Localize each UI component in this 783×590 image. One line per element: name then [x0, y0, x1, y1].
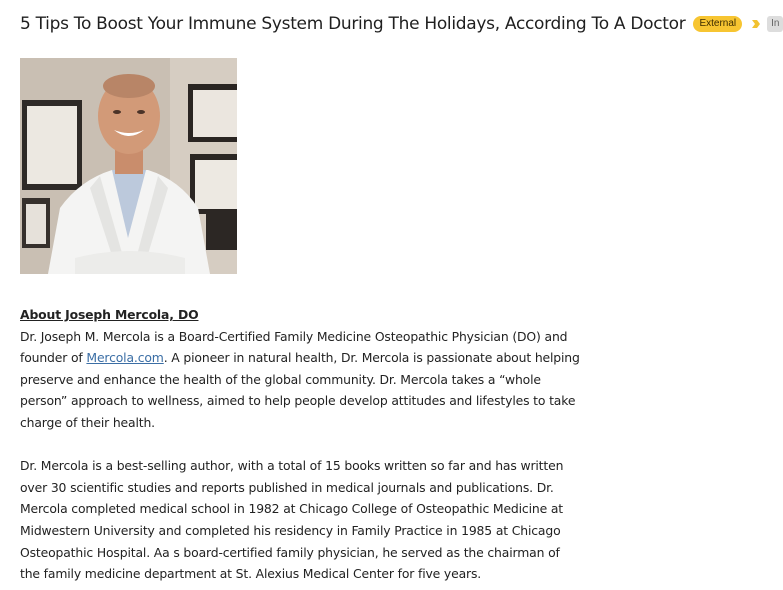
importance-marker-icon[interactable]: [751, 19, 761, 29]
mercola-link[interactable]: Mercola.com: [86, 350, 164, 366]
author-bio: [20, 304, 580, 585]
email-subject-row: [20, 11, 780, 37]
inbox-label[interactable]: In: [767, 16, 783, 32]
bio-paragraph-2: Dr. Mercola is a best-selling author, with a total of 15 books written so far and has written over 30 scientific studies and reports published in medical journals and publications. Dr. Mercola completed medical school in 1982 at Chicago College of Osteopathic Medicine at Midwestern University and completed his residency in Family Practice in 1985 at Chicago Osteopathic Hospital. Aa s board-certified family physician, he served as the chairman of the family medicine department at St. Alexius Medical Center for five years.: [20, 458, 564, 582]
external-badge: External: [693, 16, 742, 32]
bio-paragraph-1-start: Dr. Joseph M. Mercola is a Board-Certified Family Medicine Osteopathic Physician (DO) and founder of: [20, 328, 568, 366]
bio-paragraph-1: [20, 326, 580, 434]
bio-heading: About Joseph Mercola, DO: [20, 307, 199, 322]
bio-paragraph-1-end: . A pioneer in natural health, Dr. Mercola is passionate about helping preserve and enhance the health of the global community. Dr. Mercola takes a “whole person” approach to wellness, aimed to help people develop attitudes and lifestyles to take charge of their health.: [20, 350, 580, 430]
author-photo: [20, 58, 237, 274]
email-subject: 5 Tips To Boost Your Immune System During The Holidays, According To A Doctor: [20, 14, 686, 34]
